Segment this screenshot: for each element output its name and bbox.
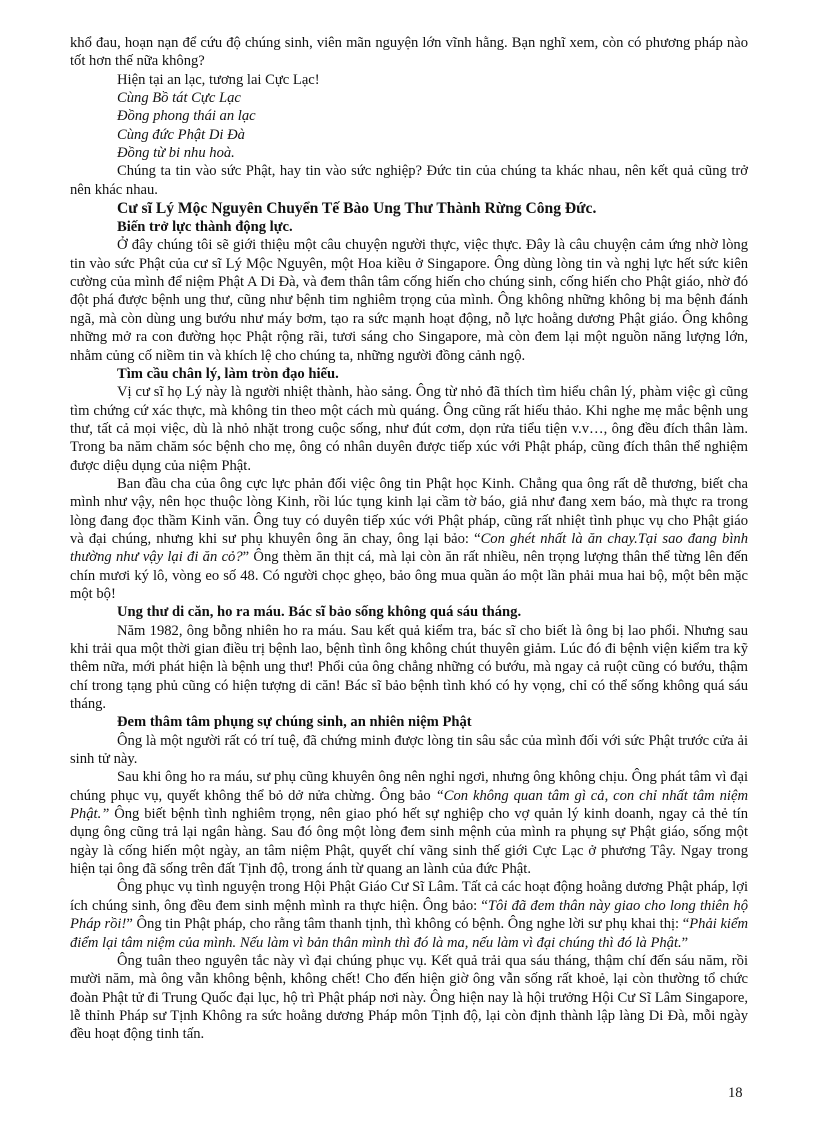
text-run: Ban đầu cha của ông cực lực phản đối việc ông tin Phật học Kinh. Chẳng qua ông rất dễ thương, biết cha mình như vậy, nên học thuộc lòng Kinh, rồi lúc tụng kinh lại cầm tờ báo, giả như đang xem báo, mà thực ra trong lòng đang đọc thầm Kinh văn. Ông tuy có duyên tiếp xúc với Phật pháp, cũng rất nhiệt tình phục vụ cho Phật giáo và đại chúng, nhưng khi sư phụ khuyên ông ăn chay, ông lại bảo: “ [70,475,748,547]
verse-line: Hiện tại an lạc, tương lai Cực Lạc! [117,71,320,88]
subheading: Ung thư di căn, ho ra máu. Bác sĩ bảo sống không quá sáu tháng. [117,604,522,621]
text-run: ” [681,934,689,951]
text-run: ” Ông thèm ăn thịt cá, mà lại còn ăn rất nhiều, nên trọng lượng thân thể từng lên đến chín mươi ký lô, vòng eo số 48. Có người chọc ghẹo, bảo ông mua quần áo một lần phải mua hai bộ, một bên mặc một bộ! [70,549,748,602]
section-title: Cư sĩ Lý Mộc Nguyên Chuyển Tế Bào Ung Thư Thành Rừng Công Đức. [117,200,597,218]
verse-line: Cùng đức Phật Di Đà [117,126,245,143]
text-run: Ông biết bệnh tình nghiêm trọng, nên giao phó hết sự nghiệp cho vợ quản lý kinh doanh, ngay cả thẻ tín dụng ông cũng trả lại ngân hàng. Sau đó ông một lòng đem sinh mệnh của mình ra phụng sự Phật giáo, sống một ngày là cống hiến một ngày, an tâm niệm Phật, quyết chí vãng sinh thế giới Cực Lạc ở phương Tây. Ngay trong hiện tại ông đã sống trên đất Tịnh độ, trong ánh từ quang an lành của đức Phật. [70,806,748,878]
subheading: Tìm cầu chân lý, làm tròn đạo hiếu. [117,365,339,382]
verse-line: Cùng Bồ tát Cực Lạc [117,90,241,107]
text-run: Ông phục vụ tình nguyện trong Hội Phật Giáo Cư Sĩ Lâm. Tất cả các hoạt động hoằng dương Phật pháp, lợi ích chúng sinh, ông đều đem sinh mệnh mình ra thực hiện. Ông bảo: “ [70,879,748,914]
paragraph: Ông là một người rất có trí tuệ, đã chứng minh được lòng tin sâu sắc của mình đối với sức Phật trước cửa ải sinh tử này. [70,732,748,768]
paragraph: Ở đây chúng tôi sẽ giới thiệu một câu chuyện người thực, việc thực. Đây là câu chuyện cảm ứng nhờ lòng tin vào sức Phật của cư sĩ Lý Mộc Nguyên, một Hoa kiều ở Singapore. Ông dùng lòng tin và nghị lực hết sức kiên cường của mình để niệm Phật A Di Đà, và đem thân tâm cống hiến cho chúng sinh, cống hiến cho Phật giáo, nhờ đó đột phá được bệnh ung thư, cũng như bệnh tim nghiêm trọng của mình. Ông không những không bị ma bệnh đánh ngã, mà còn dùng ung bướu như máy bơm, tạo ra sức mạnh hoạt động, nỗ lực hoằng dương Phật giáo. Ông không những mở ra con đường học Phật rộng rãi, tươi sáng cho Singapore, mà còn đem lại một nguồn năng lượng lớn, nhằm củng cố niềm tin và khích lệ cho chúng ta, những người đồng cảnh ngộ. [70,237,748,364]
page-number: 18 [728,1085,743,1101]
paragraph: Ông tuân theo nguyên tắc này vì đại chúng phục vụ. Kết quả trải qua sáu tháng, thậm chí đến sáu năm, rồi mười năm, mà ông vẫn không bệnh, không chết! Cho đến hiện giờ ông vẫn sống rất khoẻ, lại còn thường tổ chức đoàn Phật tử đi Trung Quốc đại lục, hộ trì Phật pháp nơi này. Ông hiện nay là hội trưởng Hội Cư Sĩ Lâm Singapore, lễ thỉnh Pháp sư Tịnh Không ra sức hoằng dương Pháp môn Tịnh độ, lại còn định thành lập làng Di Đà, mỗi ngày đều hoạt động tinh tấn. [70,952,748,1043]
text-run: Sau khi ông ho ra máu, sư phụ cũng khuyên ông nên nghỉ ngơi, nhưng ông không chịu. Ông phát tâm vì đại chúng phục vụ, quyết không thể bỏ dở nửa chừng. Ông bảo [70,769,748,804]
document-body [70,34,748,1044]
subheading: Đem thâm tâm phụng sự chúng sinh, an nhiên niệm Phật [117,714,472,731]
text-run: ” Ông tin Phật pháp, cho rằng tâm thanh tịnh, thì không có bệnh. Ông nghe lời sư phụ khai thị: “ [126,916,690,933]
quote-text: “Con không quan tâm gì cả, con chỉ nhất tâm niệm Phật.” [70,787,748,823]
paragraph [70,768,748,878]
quote-text: Con ghét nhất là ăn chay.Tại sao đang bình thường như vậy lại đi ăn cỏ? [70,530,749,566]
paragraph: Vị cư sĩ họ Lý này là người nhiệt thành, hào sảng. Ông từ nhỏ đã thích tìm hiểu chân lý, phàm việc gì cũng tìm chứng cứ xác thực, mà không tin theo một cách mù quáng. Ông cũng rất hiếu thảo. Khi nghe mẹ mắc bệnh ung thư, tất cả mọi việc, dù là nhỏ nhặt trong cuộc sống, như đút cơm, dọn rửa tiểu tiện v.v…, ông đều đích thân làm. Trong ba năm chăm sóc bệnh cho mẹ, ông có nhân duyên được tiếp xúc với Phật pháp, cũng đích thân thể nghiệm được diệu dụng của niệm Phật. [70,384,748,474]
quote-text: Tôi đã đem thân này giao cho long thiên hộ Pháp rồi! [70,897,748,933]
subheading: Biến trở lực thành động lực. [117,219,293,236]
paragraph: Chúng ta tin vào sức Phật, hay tin vào sức nghiệp? Đức tin của chúng ta khác nhau, nên kết quả cũng trở nên khác nhau. [70,163,748,198]
paragraph: khổ đau, hoạn nạn để cứu độ chúng sinh, viên mãn nguyện lớn vĩnh hằng. Bạn nghĩ xem, còn có phương pháp nào tốt hơn thế nữa không? [70,35,748,70]
paragraph [70,878,748,951]
quote-text: Phải kiểm điểm lại tâm niệm của mình. Nếu làm vì bản thân mình thì đó là ma, nếu làm vì đại chúng thì đó là Phật. [70,916,748,951]
paragraph [70,475,748,603]
verse-line: Đồng phong thái an lạc [117,108,256,125]
verse-line: Đồng từ bi nhu hoà. [117,145,235,162]
paragraph: Năm 1982, ông bỗng nhiên ho ra máu. Sau kết quả kiểm tra, bác sĩ cho biết là ông bị lao phổi. Nhưng sau khi trải qua một thời gian điều trị bệnh lao, bệnh tình ông không chút thuyên giảm. Lúc đó đi bệnh viện kiểm tra kỹ thêm nữa, mới phát hiện là bệnh ung thư! Phổi của ông chẳng những có bướu, mà ngay cả ruột cũng có bướu, thậm chí trong tạng phủ cũng có hiện tượng di căn! Bác sĩ bảo bệnh tình khó có hy vọng, chỉ có thể sống không quá sáu tháng. [70,622,748,713]
